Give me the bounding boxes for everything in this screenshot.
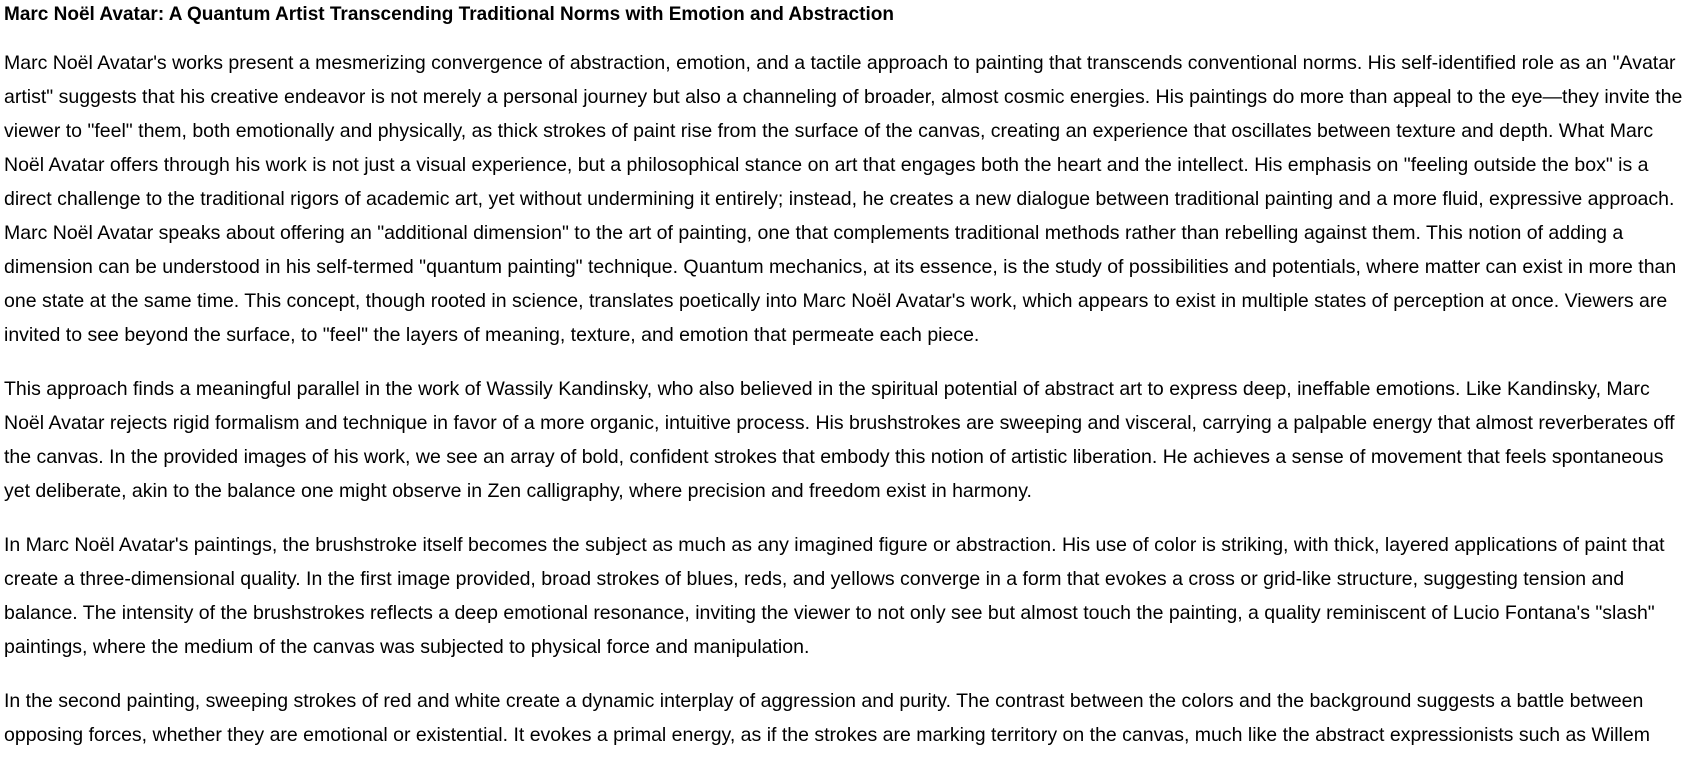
article-paragraph-3: In Marc Noël Avatar's paintings, the brushstroke itself becomes the subject as much as any imagined figure or abstraction. His use of color is striking, with thick, layered applications of paint that create a three-dimensional quality. In the first image provided, broad strokes of blues, reds, and yellows converge in a form that evokes a cross or grid-like structure, suggesting tension and balance. The intensity of the brushstrokes reflects a deep emotional resonance, inviting the viewer to not only see but almost touch the painting, a quality reminiscent of Lucio Fontana's "slash" paintings, where the medium of the canvas was subjected to physical force and manipulation.: [4, 534, 1665, 658]
article-title: Marc Noël Avatar: A Quantum Artist Transcending Traditional Norms with Emotion and Abstraction: [4, 4, 894, 25]
article-paragraph-2: This approach finds a meaningful parallel in the work of Wassily Kandinsky, who also believed in the spiritual potential of abstract art to express deep, ineffable emotions. Like Kandinsky, Marc Noël Avatar rejects rigid formalism and technique in favor of a more organic, intuitive process. His brushstrokes are sweeping and visceral, carrying a palpable energy that almost reverberates off the canvas. In the provided images of his work, we see an array of bold, confident strokes that embody this notion of artistic liberation. He achieves a sense of movement that feels spontaneous yet deliberate, akin to the balance one might observe in Zen calligraphy, where precision and freedom exist in harmony.: [4, 378, 1675, 502]
article: [0, 4, 1693, 752]
article-paragraph-4: In the second painting, sweeping strokes of red and white create a dynamic interplay of aggression and purity. The contrast between the colors and the background suggests a battle between opposing forces, whether they are emotional or existential. It evokes a primal energy, as if the strokes are marking territory on the canvas, much like the abstract expressionists such as Willem: [4, 690, 1650, 746]
article-paragraph-1: Marc Noël Avatar's works present a mesmerizing convergence of abstraction, emotion, and a tactile approach to painting that transcends conventional norms. His self-identified role as an "Avatar artist" suggests that his creative endeavor is not merely a personal journey but also a channeling of broader, almost cosmic energies. His paintings do more than appeal to the eye—they invite the viewer to "feel" them, both emotionally and physically, as thick strokes of paint rise from the surface of the canvas, creating an experience that oscillates between texture and depth. What Marc Noël Avatar offers through his work is not just a visual experience, but a philosophical stance on art that engages both the heart and the intellect. His emphasis on "feeling outside the box" is a direct challenge to the traditional rigors of academic art, yet without undermining it entirely; instead, he creates a new dialogue between traditional painting and a more fluid, expressive approach. Marc Noël Avatar speaks about offering an "additional dimension" to the art of painting, one that complements traditional methods rather than rebelling against them. This notion of adding a dimension can be understood in his self-termed "quantum painting" technique. Quantum mechanics, at its essence, is the study of possibilities and potentials, where matter can exist in more than one state at the same time. This concept, though rooted in science, translates poetically into Marc Noël Avatar's work, which appears to exist in multiple states of perception at once. Viewers are invited to see beyond the surface, to "feel" the layers of meaning, texture, and emotion that permeate each piece.: [4, 52, 1683, 346]
